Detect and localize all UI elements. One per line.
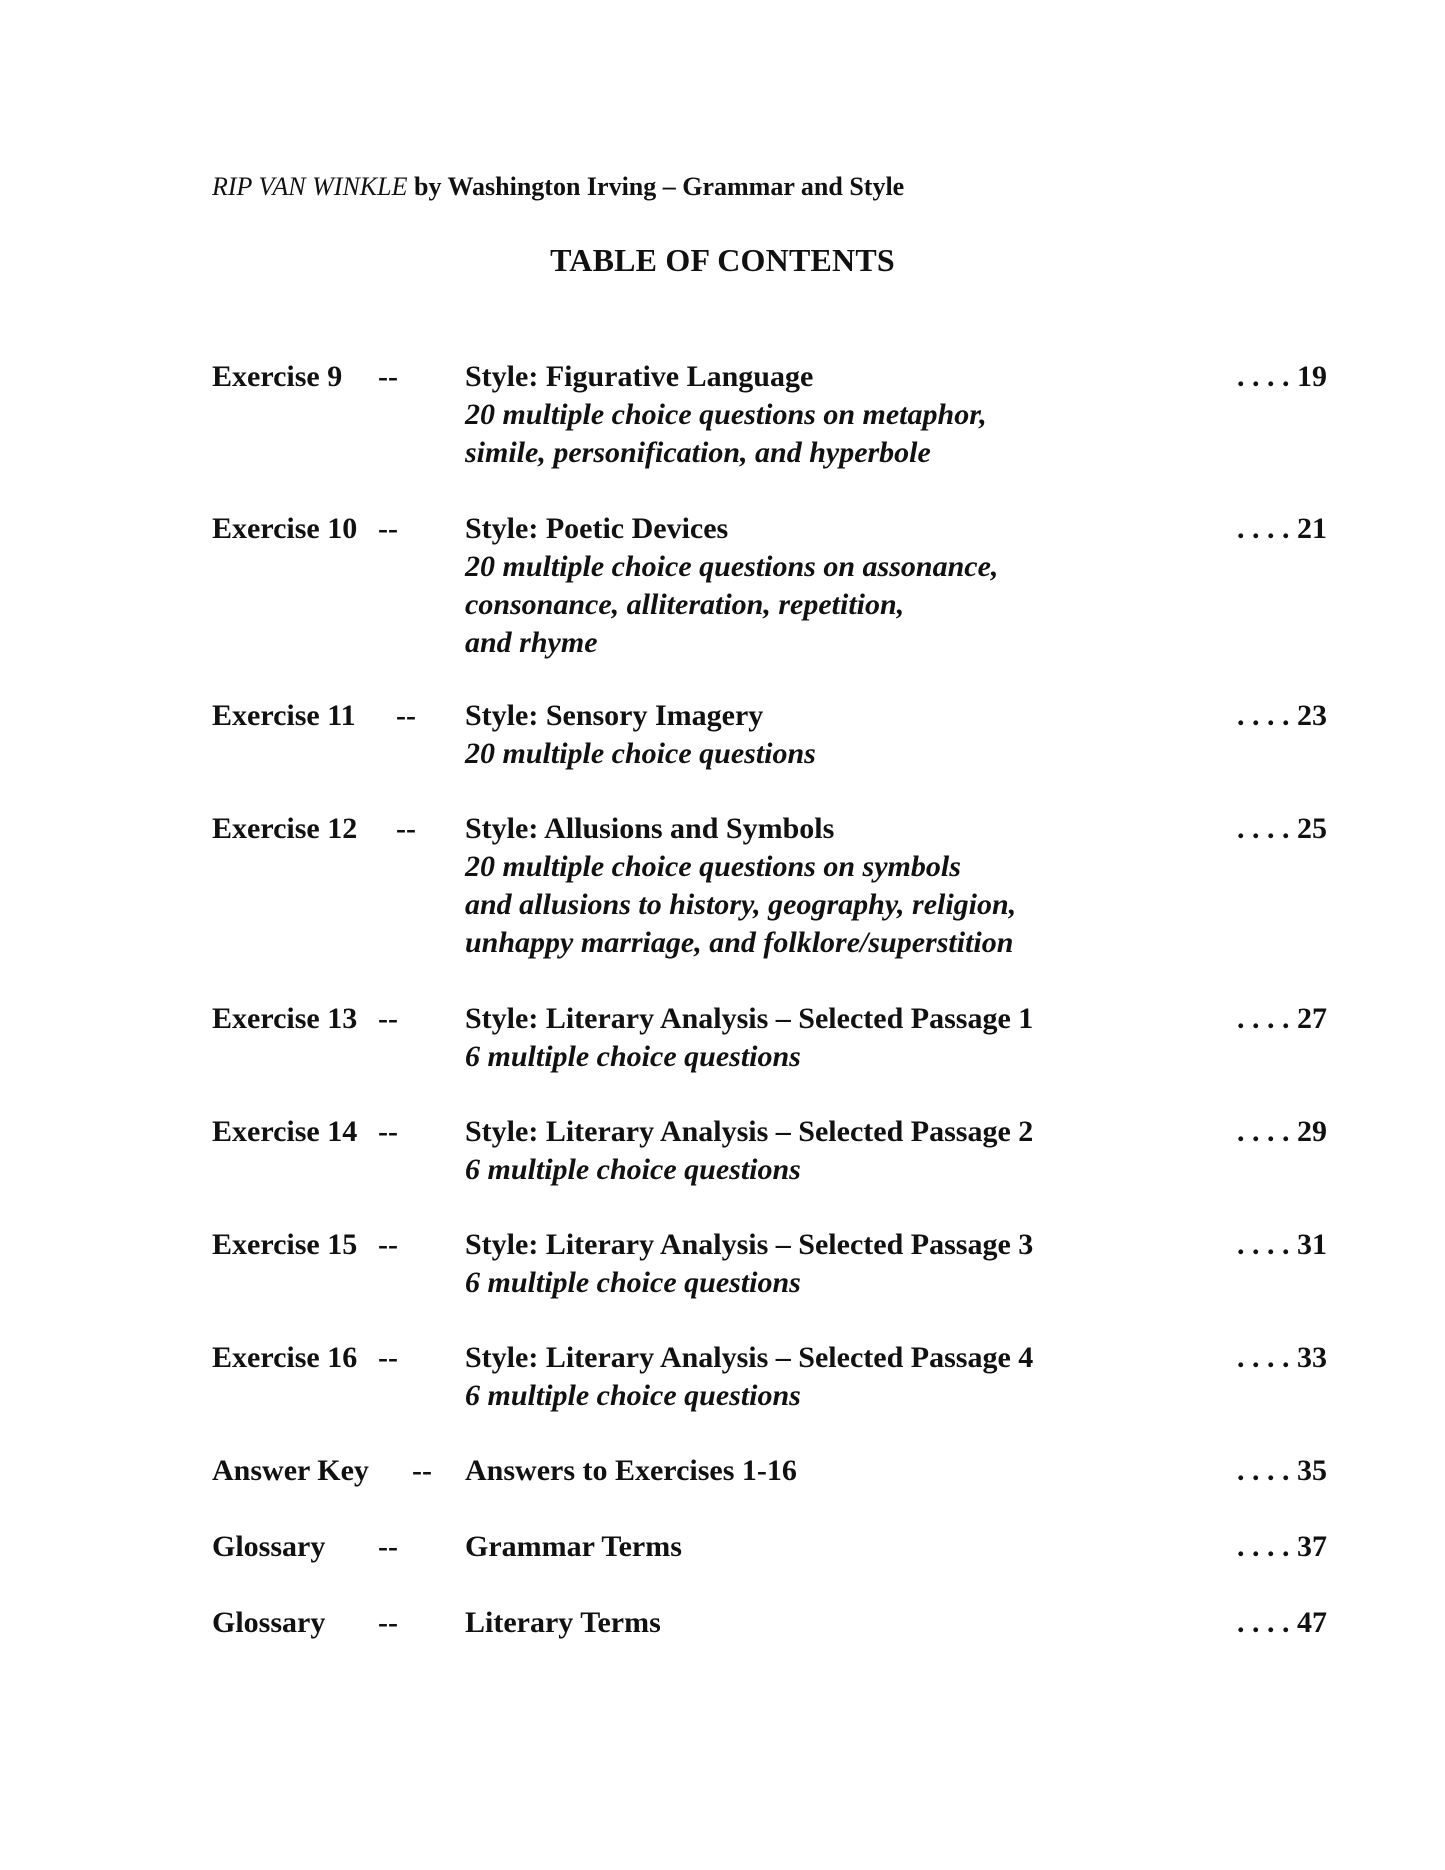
toc-entry-body: [465, 810, 1125, 962]
page-header: [212, 172, 904, 202]
toc-entry-separator: --: [378, 1002, 398, 1035]
toc-entry-description: 20 multiple choice questions on metaphor,: [465, 398, 987, 431]
toc-entry-separator: --: [396, 699, 416, 732]
toc-entry-title: Style: Literary Analysis – Selected Passage 2: [465, 1115, 1034, 1148]
toc-entry-label: Answer Key: [212, 1454, 369, 1487]
toc-entry-body: [465, 1604, 1125, 1642]
toc-entry-label: Exercise 15: [212, 1228, 358, 1261]
toc-entry-separator: --: [378, 512, 398, 545]
toc-entry-separator: --: [378, 1606, 398, 1639]
toc-entry-body: [465, 1000, 1125, 1076]
toc-entry-description: and allusions to history, geography, religion,: [465, 888, 1017, 921]
toc-entry-title: Style: Literary Analysis – Selected Passage 1: [465, 1002, 1034, 1035]
toc-entry-description: consonance, alliteration, repetition,: [465, 588, 905, 621]
toc-entry-description: 6 multiple choice questions: [465, 1040, 801, 1073]
toc-entry-body: [465, 1113, 1125, 1189]
toc-entry-description: and rhyme: [465, 626, 598, 659]
toc-entry-page-number: . . . . 35: [1237, 1454, 1327, 1487]
toc-entry-label: Exercise 13: [212, 1002, 358, 1035]
toc-entry-description: 20 multiple choice questions: [465, 737, 816, 770]
toc-entry-title: Style: Sensory Imagery: [465, 699, 764, 732]
toc-entry-page-number: . . . . 29: [1237, 1115, 1327, 1148]
toc-entry-body: [465, 358, 1125, 472]
toc-entry-title: Literary Terms: [465, 1606, 661, 1639]
toc-entry-page-number: . . . . 47: [1237, 1606, 1327, 1639]
toc-entry-body: [465, 1339, 1125, 1415]
toc-entry-page-number: . . . . 19: [1237, 360, 1327, 393]
toc-entry-page-number: . . . . 33: [1237, 1341, 1327, 1374]
toc-entry-body: [465, 1452, 1125, 1490]
toc-entry-description: 20 multiple choice questions on symbols: [465, 850, 961, 883]
toc-entry-page-number: . . . . 23: [1237, 699, 1327, 732]
toc-entry-body: [465, 697, 1125, 773]
toc-entry-title: Style: Literary Analysis – Selected Passage 3: [465, 1228, 1034, 1261]
toc-entry-label: Exercise 16: [212, 1341, 358, 1374]
toc-heading: TABLE OF CONTENTS: [550, 242, 895, 278]
toc-entry-label: Glossary: [212, 1606, 326, 1639]
toc-entry-label: Exercise 11: [212, 699, 356, 732]
toc-entry-page-number: . . . . 21: [1237, 512, 1327, 545]
toc-entry-label: Exercise 12: [212, 812, 358, 845]
toc-entry-label: Exercise 9: [212, 360, 343, 393]
toc-entry-page-number: . . . . 27: [1237, 1002, 1327, 1035]
toc-entry-description: 6 multiple choice questions: [465, 1266, 801, 1299]
toc-entry-page-number: . . . . 37: [1237, 1530, 1327, 1563]
toc-entry-label: Glossary: [212, 1530, 326, 1563]
toc-entry-description: 6 multiple choice questions: [465, 1379, 801, 1412]
toc-entry-body: [465, 510, 1125, 662]
toc-entry-body: [465, 1226, 1125, 1302]
toc-entry-separator: --: [378, 1228, 398, 1261]
toc-entry-title: Style: Figurative Language: [465, 360, 814, 393]
toc-entry-page-number: . . . . 31: [1237, 1228, 1327, 1261]
toc-entry-title: Style: Literary Analysis – Selected Passage 4: [465, 1341, 1034, 1374]
toc-entry-title: Grammar Terms: [465, 1530, 682, 1563]
toc-entry-description: 20 multiple choice questions on assonance,: [465, 550, 999, 583]
toc-entry-label: Exercise 14: [212, 1115, 358, 1148]
toc-entry-separator: --: [378, 360, 398, 393]
toc-entry-description: unhappy marriage, and folklore/superstition: [465, 926, 1014, 959]
toc-entry-body: [465, 1528, 1125, 1566]
toc-entry-description: simile, personification, and hyperbole: [465, 436, 931, 469]
toc-entry-separator: --: [396, 812, 416, 845]
toc-entry-title: Style: Poetic Devices: [465, 512, 729, 545]
toc-entry-separator: --: [378, 1341, 398, 1374]
toc-entry-separator: --: [378, 1115, 398, 1148]
toc-entry-title: Style: Allusions and Symbols: [465, 812, 835, 845]
toc-entry-page-number: . . . . 25: [1237, 812, 1327, 845]
book-title: RIP VAN WINKLE: [212, 172, 408, 201]
toc-entry-separator: --: [378, 1530, 398, 1563]
toc-entry-separator: --: [412, 1454, 432, 1487]
toc-entry-label: Exercise 10: [212, 512, 358, 545]
book-subtitle: by Washington Irving – Grammar and Style: [413, 172, 905, 201]
toc-entry-title: Answers to Exercises 1-16: [465, 1454, 797, 1487]
toc-entry-description: 6 multiple choice questions: [465, 1153, 801, 1186]
